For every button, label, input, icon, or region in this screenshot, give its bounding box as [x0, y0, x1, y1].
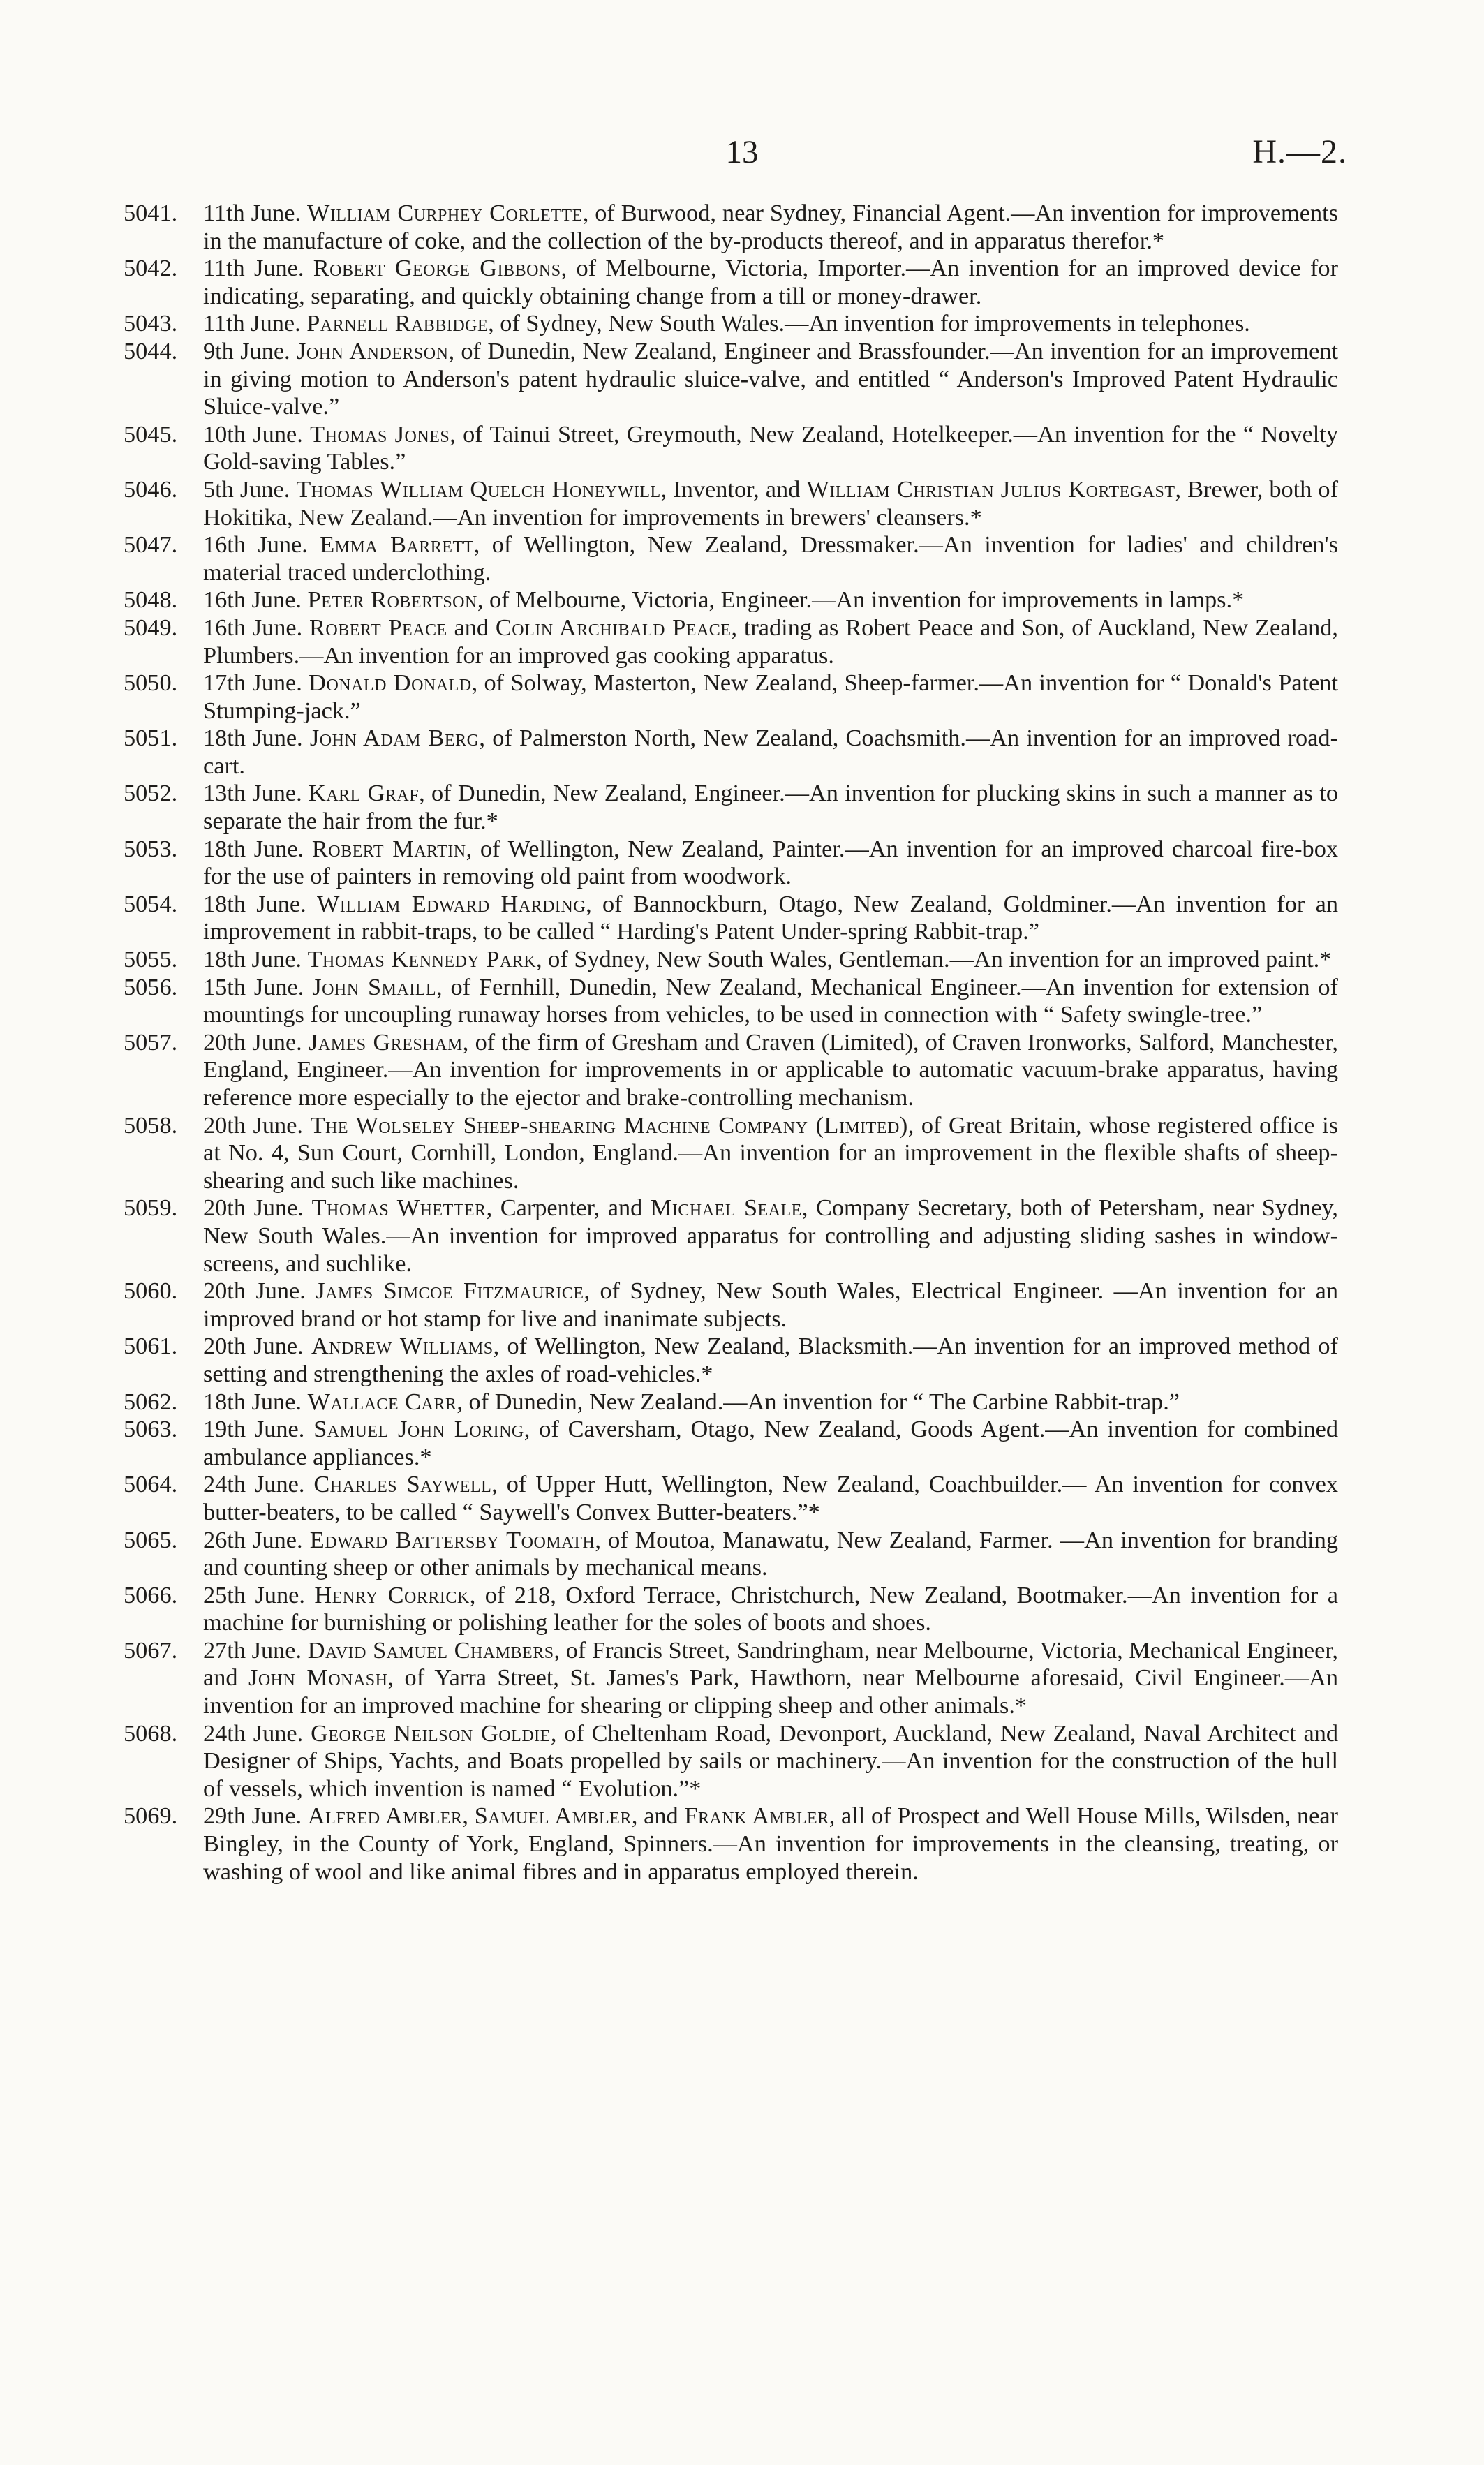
page-header: [0, 131, 1484, 173]
applicant-name: Edward Battersby Toomath: [309, 1526, 595, 1553]
applicant-name: David Samuel Chambers: [307, 1636, 554, 1664]
entry-description: 11th June.: [203, 255, 313, 282]
entry-description: 5th June.: [203, 475, 297, 503]
entry-number: 5061.: [124, 1333, 178, 1360]
applicant-name: Charles Saywell: [313, 1471, 492, 1498]
entry-description: 18th June.: [203, 835, 312, 862]
entry-description: 18th June.: [203, 890, 318, 917]
applicant-name: Andrew Williams: [311, 1333, 494, 1360]
entry-description: 20th June.: [203, 1194, 312, 1222]
entry-number: 5052.: [124, 780, 178, 807]
entry-number: 5049.: [124, 614, 178, 641]
entry-description: 16th June.: [203, 531, 320, 558]
entry-description: , of Melbourne, Victoria, Engineer.—An invention for improvements in lamps.*: [477, 586, 1245, 614]
patent-entry: [124, 780, 1338, 835]
entry-description: , of Dunedin, New Zealand, Engineer and Brassfounder.—An invention for an improvement in giving motion to Anderson's patent hydraulic sluice-valve, and entitled “ Anderson's Improved Patent Hydraulic Sluice-valve.”: [203, 337, 1338, 420]
applicant-name: Samuel John Loring: [313, 1416, 524, 1443]
applicant-name: Michael Seale: [650, 1194, 802, 1222]
entry-number: 5044.: [124, 337, 178, 364]
applicant-name: George Neilson Goldie: [311, 1719, 551, 1747]
entry-description: 11th June.: [203, 310, 307, 337]
applicant-name: Karl Graf: [309, 780, 420, 807]
applicant-name: John Smaill: [312, 973, 437, 1000]
entry-text: [203, 1720, 1338, 1802]
entry-description: , of Tainui Street, Greymouth, New Zealand, Hotelkeeper.—An invention for the “ Novelty Gold-saving Tables.”: [203, 420, 1338, 475]
entry-number: 5060.: [124, 1278, 178, 1305]
entry-description: 18th June.: [203, 1388, 308, 1415]
patent-entry: [124, 974, 1338, 1029]
entry-description: , Company Secretary, both of Petersham, near Sydney, New South Wales.—An invention for improved apparatus for controlling and adjusting sliding sashes in window-screens, and suchlike.: [203, 1194, 1338, 1277]
entry-text: [203, 338, 1338, 420]
applicant-name: John Anderson: [297, 337, 449, 364]
patent-entry: [124, 1389, 1338, 1416]
entry-number: 5066.: [124, 1581, 178, 1608]
page-number: 13: [725, 134, 759, 170]
entry-description: , Brewer, both of Hokitika, New Zealand.—An invention for improvements in brewers' cleansers.*: [203, 475, 1338, 531]
entry-text: [203, 1471, 1338, 1525]
entry-description: , of Cheltenham Road, Devonport, Auckland, New Zealand, Naval Architect and Designer of Ships, Yachts, and Boats propelled by sails or machinery.—An invention for the construction of the hull of vessels, which invention is named “ Evolution.”*: [203, 1719, 1338, 1802]
patent-entry: [124, 836, 1338, 891]
entry-description: 20th June.: [203, 1278, 316, 1305]
entry-number: 5059.: [124, 1194, 178, 1222]
entry-description: 18th June.: [203, 946, 308, 973]
entry-number: 5063.: [124, 1416, 178, 1443]
applicant-name: James Simcoe Fitzmaurice: [316, 1278, 584, 1305]
entry-description: , of Sydney, New South Wales, Electrical Engineer. —An invention for an improved brand or hot stamp for live and inanimate subjects.: [203, 1278, 1338, 1332]
entry-description: 13th June.: [203, 780, 309, 807]
applicant-name: William Edward Harding: [317, 890, 586, 917]
entry-description: 10th June.: [203, 420, 311, 447]
entry-description: , of Bannockburn, Otago, New Zealand, Goldminer.—An invention for an improvement in rabbit-traps, to be called “ Harding's Patent Under-spring Rabbit-trap.”: [203, 890, 1338, 945]
entry-number: 5057.: [124, 1028, 178, 1056]
entry-description: 9th June.: [203, 337, 297, 364]
entry-description: , of Burwood, near Sydney, Financial Agent.—An invention for improvements in the manufacture of coke, and the collection of the by-products thereof, and in apparatus therefor.*: [203, 200, 1338, 254]
entry-number: 5043.: [124, 310, 178, 337]
entry-description: 16th June.: [203, 614, 310, 641]
entry-text: [203, 255, 1338, 309]
entry-description: , of Sydney, New South Wales, Gentleman.—An invention for an improved paint.*: [536, 946, 1332, 973]
entry-number: 5062.: [124, 1388, 178, 1415]
entry-description: , Inventor, and: [660, 475, 807, 503]
entry-description: ,: [462, 1803, 475, 1830]
entry-description: , of Moutoa, Manawatu, New Zealand, Farmer. —An invention for branding and counting sheep or other animals by mechanical means.: [203, 1526, 1338, 1581]
applicant-name: Frank Ambler: [684, 1803, 829, 1830]
entry-description: 24th June.: [203, 1719, 311, 1747]
applicant-name: Alfred Ambler: [307, 1803, 463, 1830]
entry-description: , Carpenter, and: [486, 1194, 651, 1222]
entry-text: [203, 1194, 1338, 1276]
entry-description: 29th June.: [203, 1803, 308, 1830]
applicant-name: Thomas William Quelch Honeywill: [296, 475, 661, 503]
applicant-name: Parnell Rabbidge: [306, 310, 489, 337]
entry-text: [203, 614, 1338, 669]
entry-description: , of Upper Hutt, Wellington, New Zealand, Coachbuilder.— An invention for convex butter-beaters, to be called “ Saywell's Convex Butter-beaters.”*: [203, 1471, 1338, 1525]
entry-text: [203, 891, 1338, 945]
entry-number: 5042.: [124, 255, 178, 282]
entry-text: [203, 586, 1244, 613]
entry-text: [203, 725, 1338, 779]
entry-description: , all of Prospect and Well House Mills, Wilsden, near Bingley, in the County of York, England, Spinners.—An invention for improvements in the cleansing, treating, or washing of wool and like animal fibres and in apparatus employed therein.: [203, 1803, 1338, 1885]
entry-number: 5064.: [124, 1471, 178, 1498]
applicant-name: James Gresham: [309, 1028, 463, 1056]
entry-description: , of Wellington, New Zealand, Painter.—An invention for an improved charcoal fire-box for the use of painters in removing old paint from woodwork.: [203, 835, 1338, 890]
entry-number: 5069.: [124, 1803, 178, 1830]
entry-description: , of Francis Street, Sandringham, near Melbourne, Victoria, Mechanical Engineer, and: [203, 1636, 1338, 1692]
patent-entry: [124, 586, 1338, 614]
entry-description: 26th June.: [203, 1526, 310, 1553]
entry-number: 5058.: [124, 1111, 178, 1139]
entry-description: , of Dunedin, New Zealand, Engineer.—An invention for plucking skins in such a manner as to separate the hair from the fur.*: [203, 780, 1338, 835]
patent-entry: [124, 1582, 1338, 1637]
applicant-name: Thomas Kennedy Park: [307, 946, 537, 973]
patent-entry: [124, 1416, 1338, 1471]
entry-description: , of Dunedin, New Zealand.—An invention for “ The Carbine Rabbit-trap.”: [457, 1388, 1180, 1415]
patent-entry: [124, 946, 1338, 974]
entry-number: 5056.: [124, 973, 178, 1000]
patent-entry: [124, 891, 1338, 946]
entry-description: 19th June.: [203, 1416, 314, 1443]
entry-description: 17th June.: [203, 669, 309, 697]
entry-number: 5045.: [124, 420, 178, 447]
patent-entry: [124, 1278, 1338, 1333]
entry-description: 20th June.: [203, 1028, 309, 1056]
applicant-name: Colin Archibald Peace: [495, 614, 732, 641]
patent-entry: [124, 200, 1338, 255]
applicant-name: Thomas Whetter: [311, 1194, 487, 1222]
entry-text: [203, 1803, 1338, 1884]
entry-description: 15th June.: [203, 973, 313, 1000]
entry-number: 5065.: [124, 1526, 178, 1553]
entry-number: 5055.: [124, 946, 178, 973]
entry-text: [203, 974, 1338, 1028]
entry-text: [203, 1527, 1338, 1581]
entry-description: 20th June.: [203, 1111, 311, 1139]
entry-description: , of 218, Oxford Terrace, Christchurch, New Zealand, Bootmaker.—An invention for a machine for burnishing or polishing leather for the soles of boots and shoes.: [203, 1581, 1338, 1636]
entry-description: , of Solway, Masterton, New Zealand, Sheep-farmer.—An invention for “ Donald's Patent Stumping-jack.”: [203, 669, 1338, 724]
entry-number: 5046.: [124, 475, 178, 503]
patent-entry: [124, 725, 1338, 780]
entry-number: 5068.: [124, 1719, 178, 1747]
entry-number: 5053.: [124, 835, 178, 862]
entry-number: 5048.: [124, 586, 178, 614]
applicant-name: Robert Martin: [311, 835, 466, 862]
entry-text: [203, 1333, 1338, 1387]
entry-description: , of Wellington, New Zealand, Blacksmith.—An invention for an improved method of setting and strengthening the axles of road-vehicles.*: [203, 1333, 1338, 1387]
entry-text: [203, 836, 1338, 890]
patent-entry: [124, 255, 1338, 310]
patent-entry: [124, 1029, 1338, 1112]
entry-text: [203, 1029, 1338, 1111]
entry-description: , of Fernhill, Dunedin, New Zealand, Mechanical Engineer.—An invention for extension of mountings for uncoupling runaway horses from vehicles, to be used in connection with “ Safety swingle-tree.”: [203, 973, 1338, 1028]
patent-entry: [124, 531, 1338, 586]
entry-text: [203, 1582, 1338, 1636]
applicant-name: Samuel Ambler: [474, 1803, 632, 1830]
patent-entry: [124, 1194, 1338, 1278]
entry-text: [203, 531, 1338, 586]
applicant-name: William Curphey Corlette: [307, 200, 583, 226]
entry-description: , of Palmerston North, New Zealand, Coachsmith.—An invention for an improved road-cart.: [203, 725, 1338, 779]
document-code: H.—2.: [1252, 133, 1347, 170]
entry-text: [203, 946, 1331, 972]
entry-description: 20th June.: [203, 1333, 311, 1360]
applicant-name: Emma Barrett: [320, 531, 474, 558]
entry-description: , of Caversham, Otago, New Zealand, Goods Agent.—An invention for combined ambulance appliances.*: [203, 1416, 1338, 1470]
entry-description: , of Sydney, New South Wales.—An invention for improvements in telephones.: [488, 310, 1250, 337]
entry-description: , of Melbourne, Victoria, Importer.—An invention for an improved device for indicating, separating, and quickly obtaining change from a till or money-drawer.: [203, 255, 1338, 309]
entry-description: , of the firm of Gresham and Craven (Limited), of Craven Ironworks, Salford, Manchester, England, Engineer.—An invention for improvements in or applicable to automatic vacuum-brake apparatus, having reference more especially to the ejector and brake-controlling mechanism.: [203, 1028, 1338, 1111]
patent-entry: [124, 1527, 1338, 1582]
applicant-name: William Christian Julius Kortegast: [806, 475, 1175, 503]
patent-entry: [124, 1803, 1338, 1886]
entry-description: 18th June.: [203, 725, 310, 752]
entry-description: 11th June.: [203, 200, 308, 226]
applicant-name: Robert George Gibbons: [313, 255, 561, 282]
applicant-name: Robert Peace: [309, 614, 447, 641]
entry-description: and: [447, 614, 496, 641]
entry-text: [203, 200, 1338, 254]
entry-text: [203, 1278, 1338, 1332]
entry-number: 5054.: [124, 890, 178, 917]
entry-text: [203, 669, 1338, 724]
patent-entry: [124, 614, 1338, 669]
patent-entry: [124, 421, 1338, 476]
entry-description: 24th June.: [203, 1471, 314, 1498]
entry-text: [203, 1637, 1338, 1719]
applicant-name: Donald Donald: [309, 669, 472, 697]
patent-entry: [124, 1471, 1338, 1526]
patent-entry: [124, 310, 1338, 338]
applicant-name: Thomas Jones: [310, 420, 450, 447]
patent-entry: [124, 338, 1338, 421]
entry-number: 5041.: [124, 200, 178, 226]
entry-description: 27th June.: [203, 1636, 308, 1664]
patent-entry: [124, 1720, 1338, 1803]
entry-text: [203, 310, 1250, 336]
entry-text: [203, 421, 1338, 475]
applicant-name: The Wolseley Sheep-shearing Machine Company (Limited): [310, 1111, 908, 1139]
applicant-name: Peter Robertson: [307, 586, 477, 614]
patent-entry: [124, 1333, 1338, 1388]
entry-description: 16th June.: [203, 586, 308, 614]
entry-number: 5050.: [124, 669, 178, 697]
entry-number: 5051.: [124, 725, 178, 752]
entry-text: [203, 780, 1338, 834]
entry-description: , of Great Britain, whose registered office is at No. 4, Sun Court, Cornhill, London, England.—An invention for an improvement in the flexible shafts of sheep-shearing and such like machines.: [203, 1111, 1338, 1194]
applicant-name: Wallace Carr: [307, 1388, 457, 1415]
applicant-name: John Monash: [248, 1664, 388, 1692]
applicant-name: John Adam Berg: [309, 725, 480, 752]
patent-entry: [124, 1112, 1338, 1195]
patent-entries-list: [124, 200, 1338, 1886]
entry-description: , and: [631, 1803, 685, 1830]
entry-text: [203, 1112, 1338, 1194]
patent-entry: [124, 669, 1338, 725]
patent-entry: [124, 476, 1338, 531]
entry-text: [203, 1389, 1180, 1415]
entry-description: , trading as Robert Peace and Son, of Auckland, New Zealand, Plumbers.—An invention for an improved gas cooking apparatus.: [203, 614, 1339, 669]
entry-text: [203, 476, 1338, 531]
entry-description: 25th June.: [203, 1581, 315, 1608]
patent-entry: [124, 1637, 1338, 1720]
entry-text: [203, 1416, 1338, 1470]
entry-description: , of Wellington, New Zealand, Dressmaker.—An invention for ladies' and children's material traced underclothing.: [203, 531, 1338, 586]
entry-number: 5067.: [124, 1636, 178, 1664]
entry-number: 5047.: [124, 531, 178, 558]
applicant-name: Henry Corrick: [314, 1581, 470, 1608]
entry-description: , of Yarra Street, St. James's Park, Hawthorn, near Melbourne aforesaid, Civil Engineer.—An invention for an improved machine for shearing or clipping sheep and other animals.*: [203, 1664, 1339, 1719]
